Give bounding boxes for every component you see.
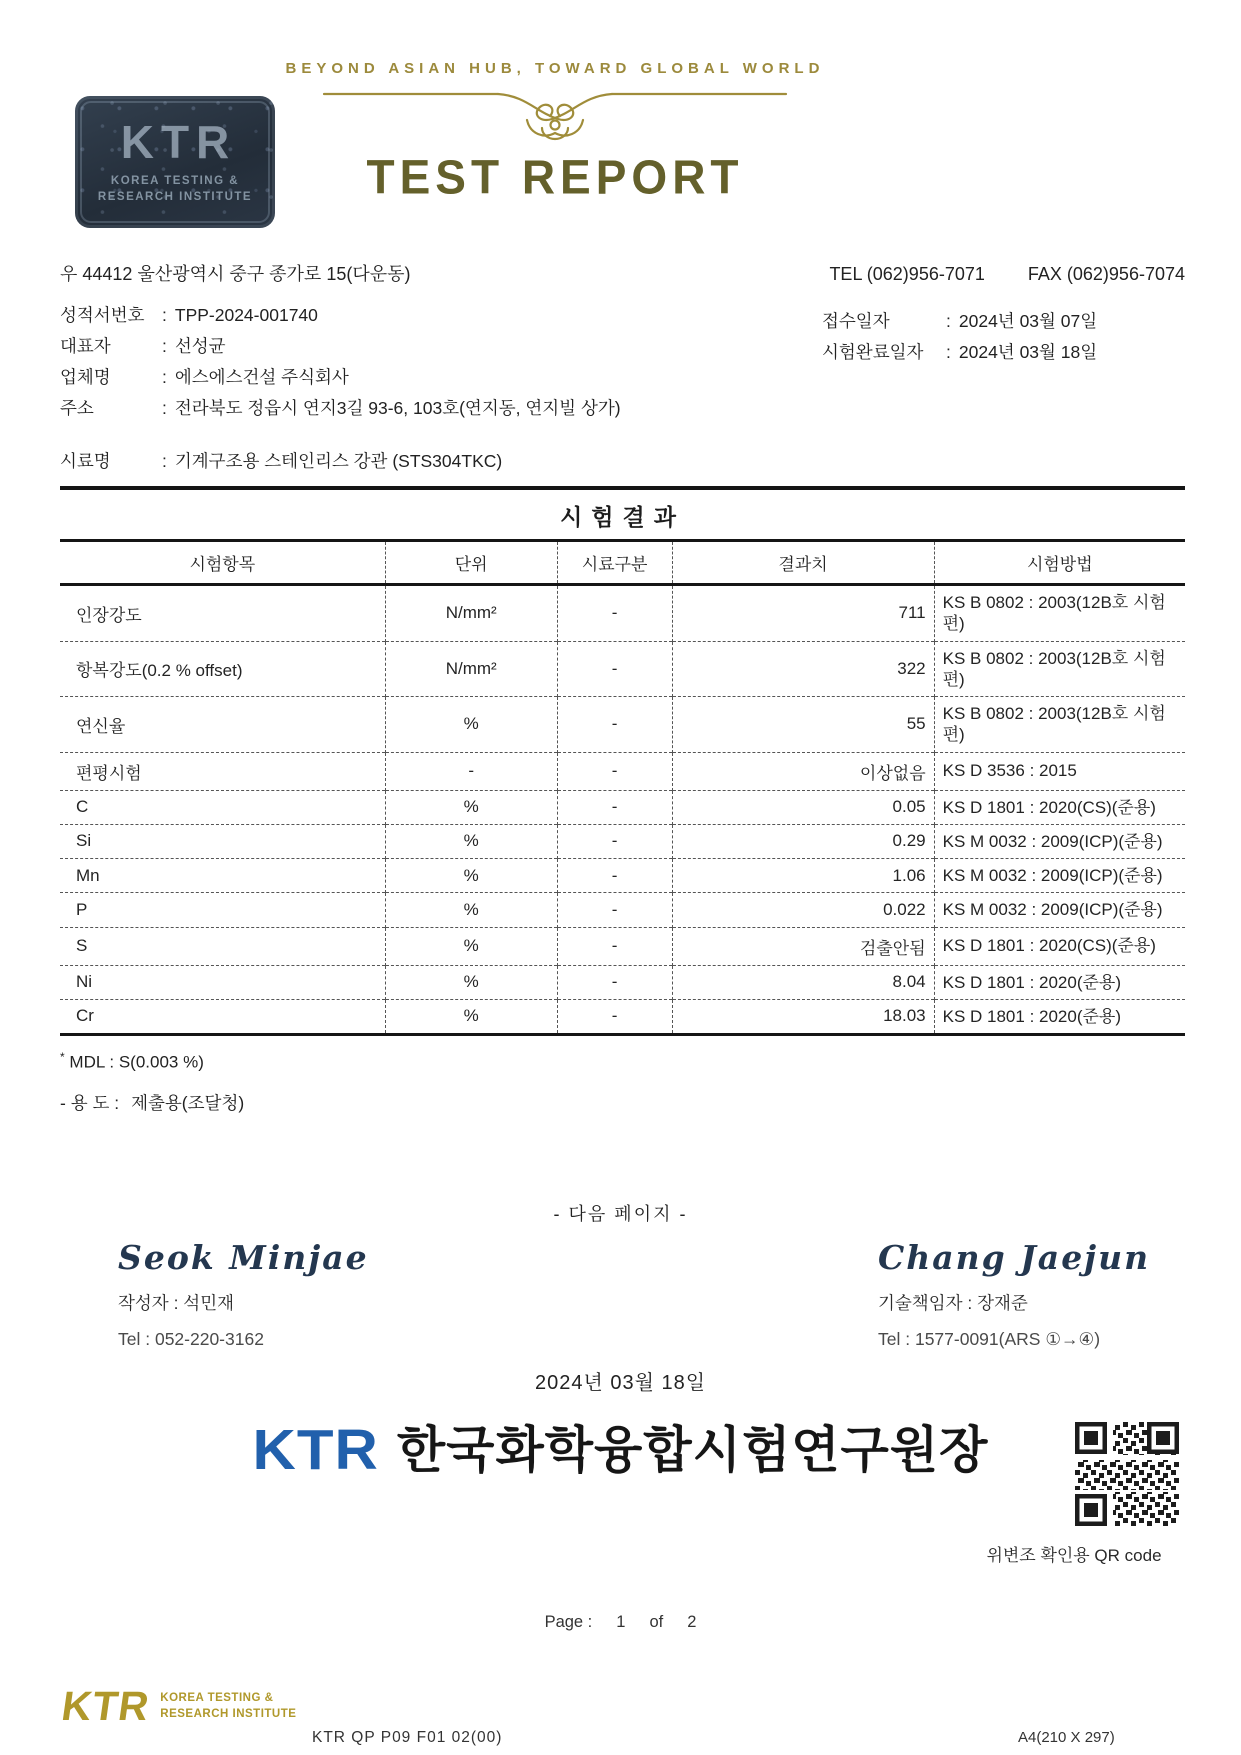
writer-signature-block xyxy=(118,1238,369,1350)
colon: : xyxy=(162,367,167,387)
sample-class-cell: - xyxy=(557,585,672,642)
test-item-cell: 편평시험 xyxy=(60,752,385,790)
receipt-date-row xyxy=(822,306,1097,337)
company-address-value: 전라북도 정읍시 연지3길 93-6, 103호(연지동, 연지빌 상가) xyxy=(174,398,621,418)
company-name-label: 업체명 xyxy=(60,367,111,387)
colon: : xyxy=(946,342,951,362)
colon: : xyxy=(162,305,167,325)
result-value-cell: 검출안됨 xyxy=(672,927,934,965)
unit-cell: - xyxy=(385,752,557,790)
footnote-mdl-text: MDL : S(0.003 %) xyxy=(69,1052,204,1072)
next-page-marker: - 다음 페이지 - xyxy=(553,1204,688,1224)
paper-size-note: A4(210 X 297) xyxy=(1018,1729,1115,1746)
tech-manager-tel-line: Tel : 1577-0091(ARS ①→④) xyxy=(878,1328,1101,1349)
results-section-title: 시험결과 xyxy=(560,504,685,530)
qr-block xyxy=(965,1422,1183,1566)
result-value-cell: 1.06 xyxy=(672,859,934,893)
sample-class-cell: - xyxy=(557,641,672,697)
table-row xyxy=(60,824,1185,858)
test-item-cell: 연신율 xyxy=(60,697,385,753)
col-header-test-item: 시험항목 xyxy=(60,541,385,585)
report-number-label: 성적서번호 xyxy=(60,305,145,325)
test-method-cell: KS B 0802 : 2003(12B호 시험편) xyxy=(934,585,1185,642)
footnote-usage-value: 제출용(조달청) xyxy=(131,1092,245,1113)
test-item-cell: Si xyxy=(60,824,385,858)
receipt-date-value: 2024년 03월 07일 xyxy=(958,311,1098,331)
result-value-cell: 55 xyxy=(672,697,934,753)
test-method-cell: KS D 3536 : 2015 xyxy=(934,752,1185,790)
report-number-value: TPP-2024-001740 xyxy=(174,305,318,325)
footer-ktr-acronym: KTR xyxy=(58,1683,153,1729)
representative-label: 대표자 xyxy=(60,336,111,356)
test-method-cell: KS D 1801 : 2020(CS)(준용) xyxy=(934,790,1185,824)
result-value-cell: 이상없음 xyxy=(672,752,934,790)
date-info-block xyxy=(822,306,1097,368)
tech-manager-signature-block xyxy=(878,1238,1150,1350)
footnote-mdl xyxy=(60,1050,1185,1073)
address-line: 우 44412 울산광역시 중구 종가로 15(다운동) xyxy=(60,264,411,284)
unit-cell: % xyxy=(385,893,557,927)
page-current: 1 xyxy=(616,1613,626,1631)
unit-cell: % xyxy=(385,999,557,1034)
unit-cell: % xyxy=(385,697,557,753)
header-slogan: BEYOND ASIAN HUB, TOWARD GLOBAL WORLD xyxy=(285,60,825,77)
table-row xyxy=(60,641,1185,697)
test-item-cell: P xyxy=(60,893,385,927)
footer-ktr-logo xyxy=(58,1683,297,1729)
table-row xyxy=(60,999,1185,1034)
test-method-cell: KS B 0802 : 2003(12B호 시험편) xyxy=(934,641,1185,697)
report-date: 2024년 03월 18일 xyxy=(534,1372,707,1394)
page-total: 2 xyxy=(687,1613,697,1631)
test-item-cell: Mn xyxy=(60,859,385,893)
unit-cell: % xyxy=(385,824,557,858)
unit-cell: % xyxy=(385,965,557,999)
page-of-label: of xyxy=(649,1613,664,1631)
company-address-row xyxy=(60,393,1185,424)
sample-name-row xyxy=(60,448,502,473)
footnote-usage xyxy=(60,1090,1185,1115)
test-item-cell: S xyxy=(60,927,385,965)
table-row xyxy=(60,752,1185,790)
sample-class-cell: - xyxy=(557,859,672,893)
table-row xyxy=(60,927,1185,965)
page-label: Page : xyxy=(544,1613,593,1631)
org-name: 한국화학융합시험연구원장 xyxy=(396,1422,989,1478)
test-method-cell: KS D 1801 : 2020(준용) xyxy=(934,965,1185,999)
result-value-cell: 322 xyxy=(672,641,934,697)
test-item-cell: 항복강도(0.2 % offset) xyxy=(60,641,385,697)
table-row xyxy=(60,965,1185,999)
completion-date-label: 시험완료일자 xyxy=(822,342,924,362)
stamp-name-line1: KOREA TESTING & xyxy=(110,174,240,187)
footer-ktr-name xyxy=(160,1691,296,1722)
sample-class-cell: - xyxy=(557,697,672,753)
test-method-cell: KS M 0032 : 2009(ICP)(준용) xyxy=(934,824,1185,858)
stamp-name-line2: RESEARCH INSTITUTE xyxy=(97,191,253,203)
sample-class-cell: - xyxy=(557,752,672,790)
report-title: TEST REPORT xyxy=(366,149,744,205)
result-value-cell: 0.05 xyxy=(672,790,934,824)
sample-class-cell: - xyxy=(557,965,672,999)
test-method-cell: KS M 0032 : 2009(ICP)(준용) xyxy=(934,893,1185,927)
stamp-acronym: KTR xyxy=(120,115,237,168)
unit-cell: % xyxy=(385,859,557,893)
fax-number: FAX (062)956-7074 xyxy=(1027,264,1185,284)
unit-cell: N/mm² xyxy=(385,585,557,642)
results-header-row xyxy=(60,541,1185,585)
writer-role-line: 작성자 : 석민재 xyxy=(118,1292,235,1313)
results-table xyxy=(60,539,1185,1036)
contact-row xyxy=(60,260,1185,286)
result-value-cell: 8.04 xyxy=(672,965,934,999)
unit-cell: N/mm² xyxy=(385,641,557,697)
col-header-sample-class: 시료구분 xyxy=(557,541,672,585)
footer-ktr-name-line2: RESEARCH INSTITUTE xyxy=(160,1707,297,1720)
col-header-result: 결과치 xyxy=(672,541,934,585)
footnote-usage-label: - 용 도 : xyxy=(60,1092,120,1113)
doc-form-code: KTR QP P09 F01 02(00) xyxy=(312,1729,503,1746)
colon: : xyxy=(162,451,167,471)
colon: : xyxy=(162,398,167,418)
representative-value: 선성균 xyxy=(174,336,226,356)
result-value-cell: 0.022 xyxy=(672,893,934,927)
completion-date-row xyxy=(822,337,1097,368)
sample-name-label: 시료명 xyxy=(60,451,111,471)
table-row xyxy=(60,790,1185,824)
writer-signature-script: Seok Minjae xyxy=(118,1238,369,1277)
result-value-cell: 18.03 xyxy=(672,999,934,1034)
test-method-cell: KS D 1801 : 2020(준용) xyxy=(934,999,1185,1034)
unit-cell: % xyxy=(385,790,557,824)
sample-class-cell: - xyxy=(557,927,672,965)
test-item-cell: 인장강도 xyxy=(76,605,142,625)
test-item-cell: Cr xyxy=(60,999,385,1034)
sample-class-cell: - xyxy=(557,824,672,858)
receipt-date-label: 접수일자 xyxy=(822,311,890,331)
col-header-unit: 단위 xyxy=(385,541,557,585)
colon: : xyxy=(946,311,951,331)
test-item-cell: Ni xyxy=(60,965,385,999)
qr-code xyxy=(1075,1422,1179,1526)
tech-manager-role-line: 기술책임자 : 장재준 xyxy=(878,1292,1028,1313)
col-header-method: 시험방법 xyxy=(934,541,1185,585)
table-row xyxy=(60,859,1185,893)
colon: : xyxy=(162,336,167,356)
table-row xyxy=(60,585,1185,642)
ktr-blue-logo: KTR xyxy=(252,1417,379,1482)
flourish-ornament-svg xyxy=(320,86,790,144)
section-rule xyxy=(60,486,1185,490)
table-row xyxy=(60,697,1185,753)
test-method-cell: KS M 0032 : 2009(ICP)(준용) xyxy=(934,859,1185,893)
writer-tel-line: Tel : 052-220-3162 xyxy=(118,1328,264,1349)
ktr-stamp xyxy=(75,96,275,228)
page-indicator xyxy=(0,1613,1241,1632)
tel-fax xyxy=(829,264,1185,285)
company-address-label: 주소 xyxy=(60,398,94,418)
footnote-star: * xyxy=(60,1050,65,1064)
sample-class-cell: - xyxy=(557,999,672,1034)
info-section xyxy=(60,300,1185,424)
result-value-cell: 711 xyxy=(672,585,934,642)
footer-ktr-name-line1: KOREA TESTING & xyxy=(160,1691,274,1704)
company-name-value: 에스에스건설 주식회사 xyxy=(174,367,349,387)
sample-name-value: 기계구조용 스테인리스 강관 (STS304TKC) xyxy=(174,451,503,471)
table-row xyxy=(60,893,1185,927)
results-section xyxy=(60,486,1185,1115)
sample-class-cell: - xyxy=(557,893,672,927)
test-item-cell: C xyxy=(60,790,385,824)
unit-cell: % xyxy=(385,927,557,965)
completion-date-value: 2024년 03월 18일 xyxy=(958,342,1098,362)
result-value-cell: 0.29 xyxy=(672,824,934,858)
test-method-cell: KS B 0802 : 2003(12B호 시험편) xyxy=(934,697,1185,753)
sample-class-cell: - xyxy=(557,790,672,824)
tech-manager-signature-script: Chang Jaejun xyxy=(878,1238,1151,1277)
tel-number: TEL (062)956-7071 xyxy=(829,264,985,284)
qr-caption: 위변조 확인용 QR code xyxy=(986,1546,1162,1565)
test-method-cell: KS D 1801 : 2020(CS)(준용) xyxy=(934,927,1185,965)
